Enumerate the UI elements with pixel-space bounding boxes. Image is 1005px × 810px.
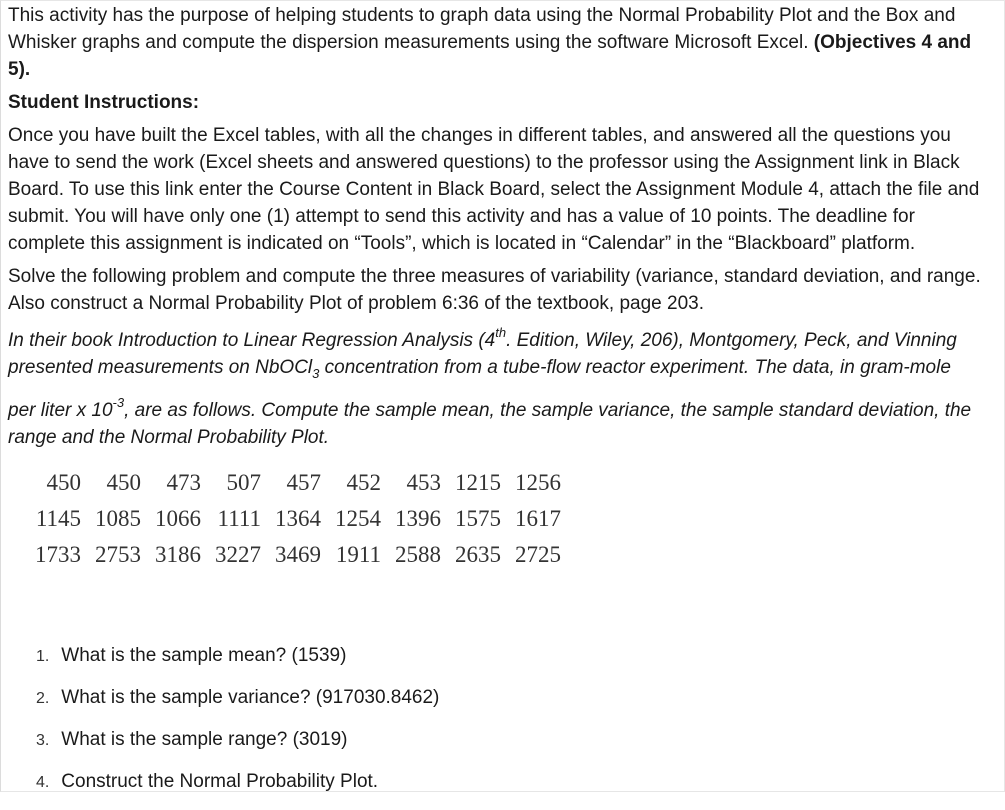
- question-number: 1.: [36, 648, 50, 665]
- data-cell: 1085: [95, 506, 141, 531]
- question-text: What is the sample variance? (917030.8462): [61, 687, 440, 708]
- problem-statement: [8, 327, 993, 387]
- document-content: [8, 2, 993, 573]
- data-row: [28, 465, 568, 501]
- statement-part-4: per liter x 10: [8, 400, 113, 421]
- objectives-text: (Objectives 4 and 5).: [8, 32, 972, 80]
- data-table: [28, 465, 568, 573]
- data-cell: 3227: [215, 542, 261, 567]
- question-text: What is the sample mean? (1539): [61, 645, 347, 666]
- data-cell: 1396: [395, 506, 441, 531]
- data-cell: 1215: [455, 470, 501, 495]
- edition-superscript: th: [495, 325, 507, 340]
- data-cell: 1145: [35, 506, 81, 531]
- question-text: What is the sample range? (3019): [61, 729, 348, 750]
- data-cell: 1066: [155, 506, 201, 531]
- question-item: [36, 684, 439, 726]
- question-number: 3.: [36, 732, 50, 749]
- student-instructions-heading: Student Instructions:: [8, 92, 200, 113]
- data-cell: 450: [106, 470, 141, 495]
- problem-paragraph: Solve the following problem and compute the three measures of variability (variance, standard deviation, and range. Also construct a Normal Probability Plot of problem 6:36 of the textbook, page 203.: [8, 266, 981, 314]
- statement-part-2: . Edition, Wiley, 206), Montgomery, Peck, and Vinning presented measurements on NbOCl: [8, 330, 957, 378]
- data-cell: 2753: [95, 542, 141, 567]
- data-cell: 1617: [515, 506, 561, 531]
- data-cell: 1254: [335, 506, 381, 531]
- data-cell: 1575: [455, 506, 501, 531]
- question-number: 4.: [36, 774, 50, 791]
- intro-paragraph: [8, 2, 993, 83]
- data-cell: 452: [346, 470, 381, 495]
- chemical-subscript: 3: [312, 366, 320, 381]
- instructions-paragraph: Once you have built the Excel tables, with all the changes in different tables, and answered all the questions you have to send the work (Excel sheets and answered questions) to the professor using the Assignment link in Black Board. To use this link enter the Course Content in Black Board, select the Assignment Module 4, attach the file and submit. You will have only one (1) attempt to send this activity and has a value of 10 points. The deadline for complete this assignment is indicated on “Tools”, which is located in “Calendar” in the “Blackboard” platform.: [8, 125, 980, 254]
- data-cell: 2725: [515, 542, 561, 567]
- question-item: [36, 726, 439, 768]
- question-item: [36, 768, 439, 810]
- statement-part-1: In their book Introduction to Linear Regression Analysis (4: [8, 330, 496, 351]
- question-text: Construct the Normal Probability Plot.: [61, 771, 379, 792]
- intro-text: This activity has the purpose of helping students to graph data using the Normal Probability Plot and the Box and Whisker graphs and compute the dispersion measurements using the software Microsoft Excel.: [8, 5, 956, 53]
- questions-list: [36, 642, 439, 810]
- data-cell: 1911: [335, 542, 381, 567]
- statement-part-5: , are as follows. Compute the sample mean, the sample variance, the sample standard deviation, the range and the Normal Probability Plot.: [8, 400, 972, 448]
- data-cell: 457: [286, 470, 321, 495]
- data-cell: 450: [46, 470, 81, 495]
- data-cell: 507: [226, 470, 261, 495]
- data-cell: 1364: [275, 506, 321, 531]
- data-cell: 1256: [515, 470, 561, 495]
- question-number: 2.: [36, 690, 50, 707]
- question-item: [36, 642, 439, 684]
- data-row: [28, 501, 568, 537]
- data-cell: 1111: [217, 506, 261, 531]
- data-cell: 2635: [455, 542, 501, 567]
- exponent-superscript: -3: [112, 395, 125, 410]
- data-row: [28, 537, 568, 573]
- data-cell: 453: [406, 470, 441, 495]
- data-cell: 2588: [395, 542, 441, 567]
- statement-part-3: concentration from a tube-flow reactor experiment. The data, in gram-mole: [319, 357, 951, 378]
- data-cell: 1733: [35, 542, 81, 567]
- problem-statement-continued: [8, 397, 993, 451]
- data-cell: 3186: [155, 542, 201, 567]
- data-cell: 3469: [275, 542, 321, 567]
- data-cell: 473: [166, 470, 201, 495]
